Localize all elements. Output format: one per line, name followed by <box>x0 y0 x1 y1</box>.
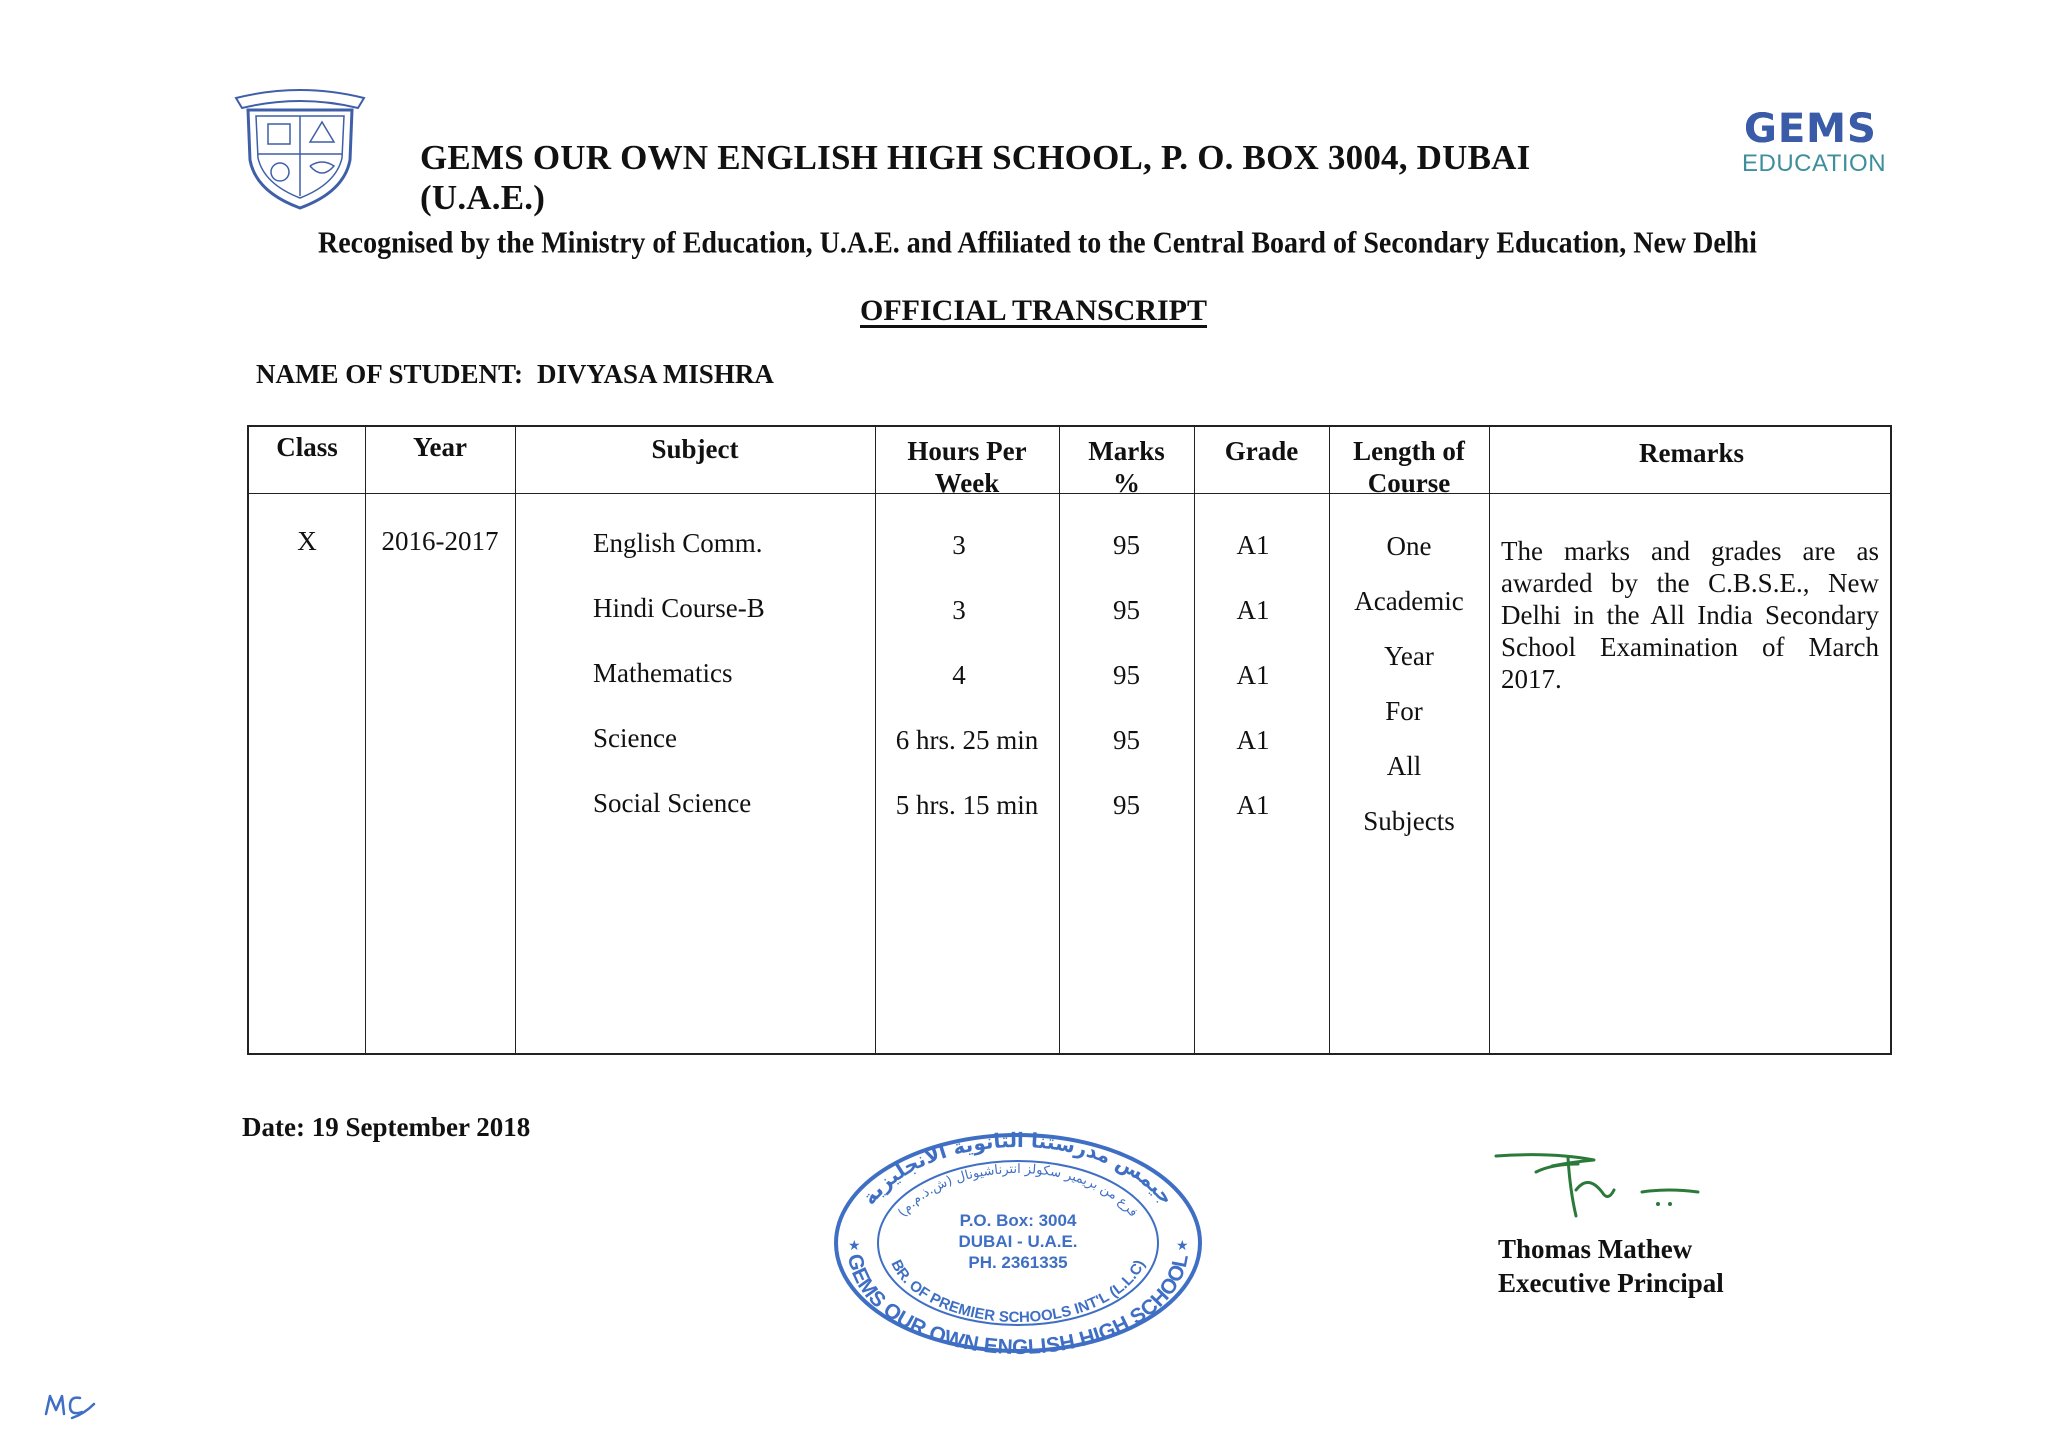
stamp-box-line: P.O. Box: 3004 <box>959 1211 1077 1230</box>
hours-cell: 6 hrs. 25 min <box>895 725 1039 755</box>
svg-text:★: ★ <box>848 1238 861 1254</box>
marks-cell: 95 <box>1113 660 1140 690</box>
signatory-name: Thomas Mathew <box>1498 1234 1693 1264</box>
header-hours-line2: Week <box>934 468 1000 498</box>
marks-cell: 95 <box>1113 595 1140 625</box>
stamp-arabic-inner: فرع من بريمير سكولز انترناشيونال (ش.ذ.م.م) <box>895 1162 1141 1221</box>
stamp-city-line: DUBAI - U.A.E. <box>958 1232 1078 1251</box>
header-marks <box>1059 427 1194 498</box>
class-value: X <box>297 526 317 556</box>
hours-cell: 3 <box>952 595 966 625</box>
stamp-arabic-outer: جيمس مدرستنا الثانوية الانجليزية <box>856 1130 1179 1210</box>
grade-cell: A1 <box>1236 595 1270 625</box>
student-name: DIVYASA MISHRA <box>537 359 774 389</box>
course-length-word: Academic <box>1354 586 1464 616</box>
handwritten-initials <box>42 1384 98 1424</box>
student-name-line <box>256 359 774 390</box>
header-hours-line1: Hours Per <box>907 436 1027 466</box>
course-length-word: Subjects <box>1363 806 1455 836</box>
marks-cell: 95 <box>1113 790 1140 820</box>
transcript-table <box>247 425 1892 1055</box>
principal-signature <box>1492 1150 1704 1220</box>
gems-logo-word: GEMS <box>1744 106 1877 152</box>
svg-text:★: ★ <box>1176 1238 1189 1254</box>
stamp-branch-text: BR. OF PREMIER SCHOOLS INT'L (L.L.C) <box>887 1257 1149 1327</box>
gems-logo-subtitle: EDUCATION <box>1742 150 1887 177</box>
subject-cell: Hindi Course-B <box>593 593 765 623</box>
header-remarks: Remarks <box>1639 438 1744 468</box>
course-length-word: All <box>1386 751 1422 781</box>
header-hours <box>875 427 1059 498</box>
header-subject: Subject <box>651 434 739 464</box>
subject-cell: Social Science <box>593 788 752 818</box>
hours-cell: 5 hrs. 15 min <box>895 790 1039 820</box>
document-title: OFFICIAL TRANSCRIPT <box>860 294 1208 327</box>
header-length-line1: Length of <box>1353 436 1465 466</box>
stamp-school-text: GEMS OUR OWN ENGLISH HIGH SCHOOL <box>842 1251 1193 1356</box>
signatory-block <box>1498 1232 1724 1300</box>
header-course-length <box>1329 427 1489 498</box>
stamp-phone-line: PH. 2361335 <box>968 1253 1068 1272</box>
year-value: 2016-2017 <box>381 526 499 556</box>
marks-cell: 95 <box>1113 530 1140 560</box>
header-marks-line1: Marks <box>1088 436 1165 466</box>
header-year: Year <box>413 432 467 462</box>
header-marks-line2: % <box>1113 468 1140 498</box>
grade-cell: A1 <box>1236 660 1270 690</box>
subject-cell: Mathematics <box>593 658 733 688</box>
grade-cell: A1 <box>1236 530 1270 560</box>
signatory-title: Executive Principal <box>1498 1268 1724 1298</box>
course-length-word: For <box>1385 696 1423 726</box>
hours-cell: 4 <box>952 660 966 690</box>
subject-cell: English Comm. <box>593 528 763 558</box>
header-grade: Grade <box>1224 436 1299 466</box>
grade-cell: A1 <box>1236 790 1270 820</box>
course-length-word: Year <box>1384 641 1434 671</box>
issue-date: Date: 19 September 2018 <box>242 1112 531 1142</box>
marks-cell: 95 <box>1113 725 1140 755</box>
student-label: NAME OF STUDENT: <box>256 359 524 389</box>
header-length-line2: Course <box>1367 468 1451 498</box>
course-length-word: One <box>1386 531 1432 561</box>
grade-cell: A1 <box>1236 725 1270 755</box>
gems-education-logo <box>1738 106 1888 178</box>
header-class: Class <box>276 432 338 462</box>
recognition-line: Recognised by the Ministry of Education, U.A.E. and Affiliated to the Central Board of Secondary Education, New Delhi <box>318 226 1757 261</box>
hours-cell: 3 <box>952 530 966 560</box>
school-crest <box>232 84 368 212</box>
school-name: GEMS OUR OWN ENGLISH HIGH SCHOOL, P. O. BOX 3004, DUBAI (U.A.E.) <box>420 138 1531 217</box>
subject-cell: Science <box>593 723 677 753</box>
remarks-text: The marks and grades are as awarded by the C.B.S.E., New Delhi in the All India Secondary School Examination of March 2017. <box>1501 536 1879 694</box>
school-stamp <box>830 1130 1206 1356</box>
